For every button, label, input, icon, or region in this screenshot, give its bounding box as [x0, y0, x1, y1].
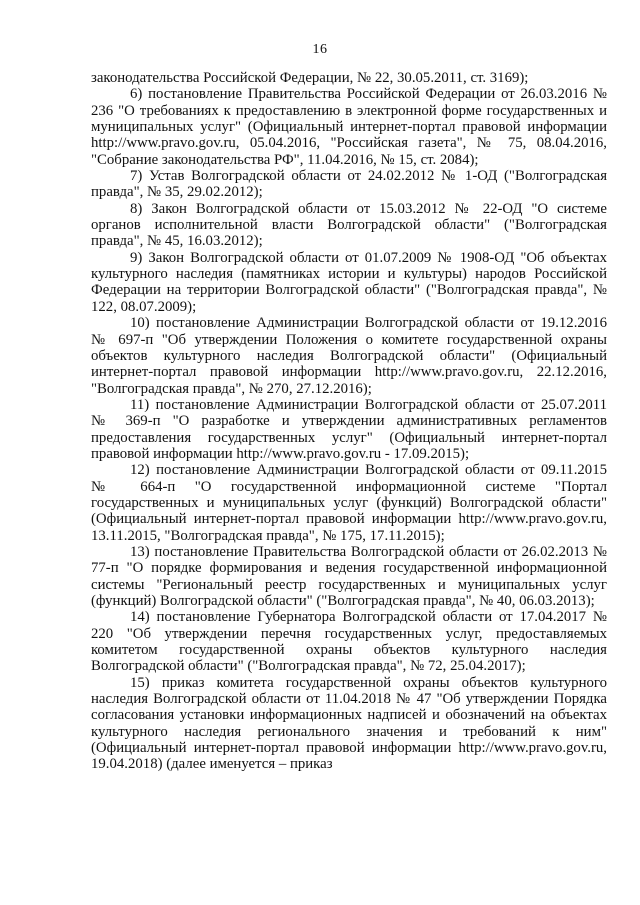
paragraph-continuation: законодательства Российской Федерации, № 22, 30.05.2011, ст. 3169);: [91, 70, 529, 86]
paragraph-item-8: 8) Закон Волгоградской области от 15.03.2012 № 22-ОД "О системе органов исполнительной власти Волгоградской области" ("Волгоградская правда", № 45, 16.03.2012);: [91, 200, 607, 250]
page-number: 16: [312, 42, 328, 57]
paragraph-item-6: 6) постановление Правительства Российской Федерации от 26.03.2016 № 236 "О требованиях к предоставлению в электронной форме государственных и муниципальных услуг" (Официальный интернет-портал правовой информации http://www.pravo.gov.ru, 05.04.2016, "Российская газета", № 75, 08.04.2016, "Собрание законодательства РФ", 11.04.2016, № 15, ст. 2084);: [91, 86, 607, 168]
paragraph-item-13: 13) постановление Правительства Волгоградской области от 26.02.2013 № 77-п "О порядке формирования и ведения государственной информационной системы "Региональный реестр государственных и муниципальных услуг (функций) Волгоградской области" ("Волгоградская правда", № 40, 06.03.2013);: [91, 543, 607, 609]
paragraph-item-15: 15) приказ комитета государственной охраны объектов культурного наследия Волгоградской области от 11.04.2018 № 47 "Об утверждении Порядка согласования установки информационных надписей и обозначений на объектах культурного наследия регионального значения и требований к ним" (Официальный интернет-портал правовой информации http://www.pravo.gov.ru, 19.04.2018) (далее именуется – приказ: [91, 674, 607, 773]
paragraph-item-7: 7) Устав Волгоградской области от 24.02.2012 № 1-ОД ("Волгоградская правда", № 35, 29.02.2012);: [91, 168, 607, 201]
paragraph-item-12: 12) постановление Администрации Волгоградской области от 09.11.2015 № 664-п "О государственной информационной системе "Портал государственных и муниципальных услуг (функций) Волгоградской области" (Официальный интернет-портал правовой информации http://www.pravo.gov.ru, 13.11.2015, "Волгоградская правда", № 175, 17.11.2015);: [91, 462, 607, 544]
document-body: [91, 70, 607, 773]
paragraph-item-11: 11) постановление Администрации Волгоградской области от 25.07.2011 № 369-п "О разработке и утверждении административных регламентов предоставления государственных услуг" (Официальный интернет-портал правовой информации http://www.pravo.gov.ru - 17.09.2015);: [91, 396, 607, 462]
paragraph-item-14: 14) постановление Губернатора Волгоградской области от 17.04.2017 № 220 "Об утверждении перечня государственных услуг, предоставляемых комитетом государственной охраны объектов культурного наследия Волгоградской области" ("Волгоградская правда", № 72, 25.04.2017);: [91, 609, 607, 675]
paragraph-item-9: 9) Закон Волгоградской области от 01.07.2009 № 1908-ОД "Об объектах культурного наследия (памятниках истории и культуры) народов Российской Федерации на территории Волгоградской области" ("Волгоградская правда", № 122, 08.07.2009);: [91, 249, 607, 315]
paragraph-item-10: 10) постановление Администрации Волгоградской области от 19.12.2016 № 697-п "Об утверждении Положения о комитете государственной охраны объектов культурного наследия Волгоградской области" (Официальный интернет-портал правовой информации http://www.pravo.gov.ru, 22.12.2016, "Волгоградская правда", № 270, 27.12.2016);: [91, 315, 607, 397]
